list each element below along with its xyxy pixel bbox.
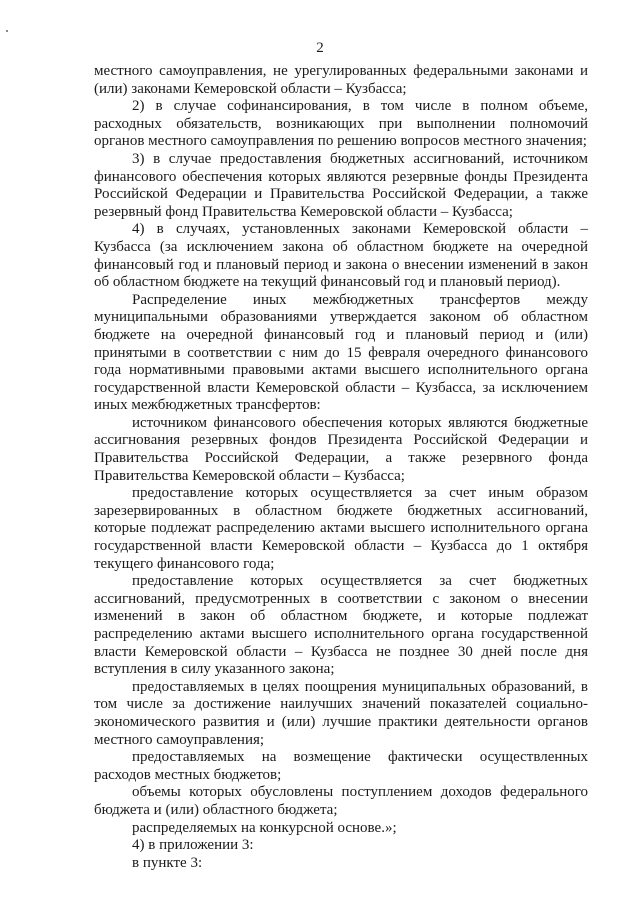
paragraph-exception-revenue: объемы которых обусловлены поступлением доходов федерального бюджета и (или) областного бюджета; bbox=[94, 784, 588, 818]
scan-margin-mark bbox=[6, 30, 8, 32]
paragraph-item-4: 4) в случаях, установленных законами Кемеровской области – Кузбасса (за исключением закона об областном бюджете на очередной финансовый год и плановый период и закона о внесении изменений в закон об областном бюджете на текущий финансовый год и плановый период). bbox=[94, 221, 588, 291]
paragraph-exception-competitive: распределяемых на конкурсной основе.»; bbox=[132, 819, 397, 836]
document-body bbox=[94, 63, 588, 872]
paragraph-exception-reserved-allocations: предоставление которых осуществляется за счет иным образом зарезервированных в областном бюджете бюджетных ассигнований, которые подлежат распределению актами высшего исполнительного органа государственной власти Кемеровской области – Кузбасса до 1 октября текущего финансового года; bbox=[94, 485, 588, 572]
page-number: 2 bbox=[316, 40, 324, 56]
paragraph-exception-reimbursement: предоставляемых на возмещение фактически осуществленных расходов местных бюджетов; bbox=[94, 749, 588, 783]
paragraph-item-3: 3) в случае предоставления бюджетных ассигнований, источником финансового обеспечения которых являются резервные фонды Президента Российской Федерации и Правительства Российской Федерации, а также резервный фонд Правительства Кемеровской области – Кузбасса; bbox=[94, 150, 588, 220]
paragraph-distribution: Распределение иных межбюджетных трансфертов между муниципальными образованиями утверждается законом об областном бюджете на очередной финансовый год и плановый период и (или) принятыми в соответствии с ним до 15 февраля очередного финансового года нормативными правовыми актами высшего исполнительного органа государственной власти Кемеровской области – Кузбасса, за исключением иных межбюджетных трансфертов: bbox=[94, 291, 588, 414]
paragraph-point-3: в пункте 3: bbox=[132, 854, 203, 871]
paragraph-item-2: 2) в случае софинансирования, в том числе в полном объеме, расходных обязательств, возникающих при выполнении полномочий органов местного самоуправления по решению вопросов местного значения; bbox=[94, 98, 588, 150]
paragraph-continuation: местного самоуправления, не урегулированных федеральными законами и (или) законами Кемеровской области – Кузбасса; bbox=[94, 63, 588, 97]
paragraph-exception-law-amendments: предоставление которых осуществляется за счет бюджетных ассигнований, предусмотренных в соответствии с законом о внесении изменений в закон об областном бюджете, и которые подлежат распределению актами высшего исполнительного органа государственной власти Кемеровской области – Кузбасса не позднее 30 дней после дня вступления в силу указанного закона; bbox=[94, 573, 588, 678]
paragraph-exception-reserve-funds: источником финансового обеспечения которых являются бюджетные ассигнования резервных фондов Президента Российской Федерации и Правительства Российской Федерации, а также резервного фонда Правительства Кемеровской области – Кузбасса; bbox=[94, 414, 588, 484]
paragraph-exception-incentives: предоставляемых в целях поощрения муниципальных образований, в том числе за достижение наилучших значений показателей социально-экономического развития и (или) лучшие практики деятельности органов местного самоуправления; bbox=[94, 678, 588, 748]
paragraph-appendix-3: 4) в приложении 3: bbox=[132, 837, 254, 854]
